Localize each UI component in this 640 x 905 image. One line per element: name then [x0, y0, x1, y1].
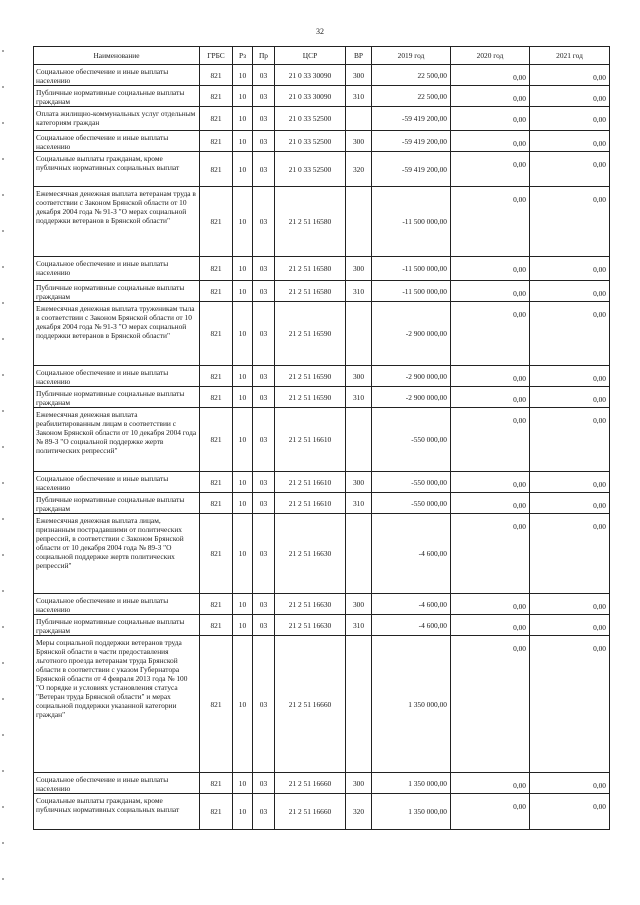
- cell-pr: 03: [253, 86, 275, 107]
- header-vr: ВР: [346, 47, 372, 65]
- cell-name: Меры социальной поддержки ветеранов труда Брянской области в части предоставления льготного проезда ветеранам труда Брянской области в соответствии с указом Губернатора Брянской области от 4 февраля 2013 года № 100 "О порядке и условиях установления статуса "Ветеран труда Брянской области" и мерах социальной поддержки указанной категории граждан": [34, 636, 200, 773]
- cell-csr: 21 2 51 16630: [275, 594, 346, 615]
- header-name: Наименование: [34, 47, 200, 65]
- cell-2020: 0,00: [451, 408, 530, 472]
- cell-grbs: 821: [200, 366, 233, 387]
- cell-vr: 310: [346, 615, 372, 636]
- margin-dot: [2, 374, 4, 376]
- cell-grbs: 821: [200, 794, 233, 830]
- cell-name: Ежемесячная денежная выплата ветеранам труда в соответствии с Законом Брянской области от 10 декабря 2004 года № 91-З "О мерах социальной поддержки ветеранов в Брянской области": [34, 187, 200, 257]
- cell-2021: 0,00: [530, 107, 610, 131]
- cell-grbs: 821: [200, 302, 233, 366]
- cell-2020: 0,00: [451, 472, 530, 493]
- margin-dot: [2, 122, 4, 124]
- cell-2019: 22 500,00: [372, 65, 451, 86]
- cell-grbs: 821: [200, 594, 233, 615]
- margin-dot: [2, 86, 4, 88]
- cell-grbs: 821: [200, 131, 233, 152]
- cell-pr: 03: [253, 514, 275, 594]
- cell-name: Социальное обеспечение и иные выплаты населению: [34, 773, 200, 794]
- table-row: [34, 636, 610, 773]
- header-rz: Рз: [233, 47, 253, 65]
- cell-vr: 320: [346, 794, 372, 830]
- cell-2019: -11 500 000,00: [372, 281, 451, 302]
- binding-margin-dots: [2, 40, 6, 900]
- cell-pr: 03: [253, 281, 275, 302]
- cell-grbs: 821: [200, 615, 233, 636]
- margin-dot: [2, 158, 4, 160]
- margin-dot: [2, 878, 4, 880]
- cell-vr: 300: [346, 65, 372, 86]
- cell-csr: 21 2 51 16610: [275, 408, 346, 472]
- cell-2019: -550 000,00: [372, 493, 451, 514]
- cell-2019: -4 600,00: [372, 514, 451, 594]
- cell-grbs: 821: [200, 107, 233, 131]
- cell-2021: 0,00: [530, 152, 610, 187]
- cell-grbs: 821: [200, 636, 233, 773]
- header-pr: Пр: [253, 47, 275, 65]
- cell-2021: 0,00: [530, 615, 610, 636]
- cell-2019: -550 000,00: [372, 408, 451, 472]
- cell-pr: 03: [253, 493, 275, 514]
- margin-dot: [2, 446, 4, 448]
- header-2021: 2021 год: [530, 47, 610, 65]
- cell-rz: 10: [233, 86, 253, 107]
- cell-pr: 03: [253, 636, 275, 773]
- cell-name: Социальное обеспечение и иные выплаты населению: [34, 131, 200, 152]
- cell-csr: 21 0 33 52500: [275, 131, 346, 152]
- cell-name: Социальное обеспечение и иные выплаты населению: [34, 65, 200, 86]
- cell-2021: 0,00: [530, 493, 610, 514]
- table-row: [34, 152, 610, 187]
- cell-2019: -59 419 200,00: [372, 131, 451, 152]
- table-row: [34, 257, 610, 281]
- cell-2021: 0,00: [530, 773, 610, 794]
- cell-2021: 0,00: [530, 86, 610, 107]
- cell-csr: 21 2 51 16590: [275, 302, 346, 366]
- cell-csr: 21 2 51 16610: [275, 472, 346, 493]
- cell-2021: 0,00: [530, 281, 610, 302]
- table-row: [34, 773, 610, 794]
- margin-dot: [2, 554, 4, 556]
- cell-name: Публичные нормативные социальные выплаты гражданам: [34, 615, 200, 636]
- cell-rz: 10: [233, 152, 253, 187]
- cell-2019: -2 900 000,00: [372, 366, 451, 387]
- margin-dot: [2, 338, 4, 340]
- table-row: [34, 387, 610, 408]
- cell-csr: 21 2 51 16660: [275, 773, 346, 794]
- margin-dot: [2, 230, 4, 232]
- cell-rz: 10: [233, 366, 253, 387]
- margin-dot: [2, 698, 4, 700]
- cell-name: Ежемесячная денежная выплата лицам, признанным пострадавшими от политических репрессий, в соответствии с Законом Брянской области от 10 декабря 2004 года № 89-З "О социальной поддержке жертв политических репрессий": [34, 514, 200, 594]
- cell-name: Социальное обеспечение и иные выплаты населению: [34, 366, 200, 387]
- cell-grbs: 821: [200, 514, 233, 594]
- cell-csr: 21 2 51 16660: [275, 794, 346, 830]
- header-2019: 2019 год: [372, 47, 451, 65]
- cell-rz: 10: [233, 472, 253, 493]
- cell-2020: 0,00: [451, 107, 530, 131]
- cell-2019: 22 500,00: [372, 86, 451, 107]
- margin-dot: [2, 806, 4, 808]
- cell-2019: 1 350 000,00: [372, 773, 451, 794]
- cell-rz: 10: [233, 615, 253, 636]
- cell-2021: 0,00: [530, 187, 610, 257]
- cell-name: Публичные нормативные социальные выплаты гражданам: [34, 493, 200, 514]
- table-row: [34, 794, 610, 830]
- cell-vr: 300: [346, 131, 372, 152]
- margin-dot: [2, 302, 4, 304]
- cell-grbs: 821: [200, 257, 233, 281]
- table-row: [34, 366, 610, 387]
- cell-2019: 1 350 000,00: [372, 636, 451, 773]
- cell-pr: 03: [253, 794, 275, 830]
- cell-vr: 300: [346, 594, 372, 615]
- cell-vr: 300: [346, 257, 372, 281]
- cell-csr: 21 2 51 16610: [275, 493, 346, 514]
- cell-2019: -550 000,00: [372, 472, 451, 493]
- cell-2020: 0,00: [451, 514, 530, 594]
- cell-2019: -59 419 200,00: [372, 152, 451, 187]
- cell-2019: -2 900 000,00: [372, 302, 451, 366]
- cell-2021: 0,00: [530, 794, 610, 830]
- cell-pr: 03: [253, 302, 275, 366]
- margin-dot: [2, 266, 4, 268]
- cell-name: Ежемесячная денежная выплата реабилитированным лицам в соответствии с Законом Брянской области от 10 декабря 2004 года № 89-З "О социальной поддержке жертв политических репрессий": [34, 408, 200, 472]
- cell-rz: 10: [233, 773, 253, 794]
- cell-2020: 0,00: [451, 152, 530, 187]
- header-csr: ЦСР: [275, 47, 346, 65]
- margin-dot: [2, 482, 4, 484]
- cell-2020: 0,00: [451, 794, 530, 830]
- cell-pr: 03: [253, 366, 275, 387]
- cell-pr: 03: [253, 65, 275, 86]
- table-row: [34, 281, 610, 302]
- cell-2021: 0,00: [530, 387, 610, 408]
- margin-dot: [2, 410, 4, 412]
- cell-name: Публичные нормативные социальные выплаты гражданам: [34, 281, 200, 302]
- cell-2021: 0,00: [530, 131, 610, 152]
- cell-vr: [346, 302, 372, 366]
- cell-2021: 0,00: [530, 514, 610, 594]
- cell-pr: 03: [253, 187, 275, 257]
- cell-2020: 0,00: [451, 281, 530, 302]
- cell-csr: 21 0 33 30090: [275, 65, 346, 86]
- cell-pr: 03: [253, 107, 275, 131]
- margin-dot: [2, 518, 4, 520]
- cell-2021: 0,00: [530, 408, 610, 472]
- cell-csr: 21 2 51 16590: [275, 366, 346, 387]
- cell-rz: 10: [233, 107, 253, 131]
- cell-2021: 0,00: [530, 302, 610, 366]
- cell-name: Социальное обеспечение и иные выплаты населению: [34, 472, 200, 493]
- cell-rz: 10: [233, 65, 253, 86]
- cell-vr: 300: [346, 366, 372, 387]
- cell-rz: 10: [233, 636, 253, 773]
- cell-grbs: 821: [200, 493, 233, 514]
- cell-grbs: 821: [200, 408, 233, 472]
- cell-vr: [346, 514, 372, 594]
- cell-pr: 03: [253, 594, 275, 615]
- table-header-row: [34, 47, 610, 65]
- cell-name: Социальные выплаты гражданам, кроме публичных нормативных социальных выплат: [34, 152, 200, 187]
- cell-vr: 320: [346, 152, 372, 187]
- cell-pr: 03: [253, 257, 275, 281]
- cell-2021: 0,00: [530, 366, 610, 387]
- page-number: 32: [316, 27, 324, 36]
- table-row: [34, 107, 610, 131]
- cell-2021: 0,00: [530, 257, 610, 281]
- margin-dot: [2, 626, 4, 628]
- cell-vr: [346, 408, 372, 472]
- cell-csr: 21 2 51 16660: [275, 636, 346, 773]
- margin-dot: [2, 50, 4, 52]
- cell-csr: 21 0 33 52500: [275, 107, 346, 131]
- cell-vr: 310: [346, 387, 372, 408]
- table-row: [34, 131, 610, 152]
- cell-rz: 10: [233, 794, 253, 830]
- cell-rz: 10: [233, 187, 253, 257]
- cell-2019: -59 419 200,00: [372, 107, 451, 131]
- table-row: [34, 302, 610, 366]
- cell-csr: 21 2 51 16580: [275, 257, 346, 281]
- margin-dot: [2, 842, 4, 844]
- cell-name: Публичные нормативные социальные выплаты гражданам: [34, 86, 200, 107]
- margin-dot: [2, 194, 4, 196]
- cell-pr: 03: [253, 615, 275, 636]
- cell-vr: [346, 187, 372, 257]
- cell-csr: 21 2 51 16590: [275, 387, 346, 408]
- cell-rz: 10: [233, 131, 253, 152]
- table-row: [34, 472, 610, 493]
- cell-name: Оплата жилищно-коммунальных услуг отдельным категориям граждан: [34, 107, 200, 131]
- cell-rz: 10: [233, 281, 253, 302]
- cell-2020: 0,00: [451, 773, 530, 794]
- cell-vr: 300: [346, 773, 372, 794]
- cell-pr: 03: [253, 408, 275, 472]
- cell-grbs: 821: [200, 187, 233, 257]
- margin-dot: [2, 590, 4, 592]
- cell-2020: 0,00: [451, 257, 530, 281]
- cell-2021: 0,00: [530, 65, 610, 86]
- cell-rz: 10: [233, 257, 253, 281]
- cell-pr: 03: [253, 773, 275, 794]
- cell-2021: 0,00: [530, 594, 610, 615]
- cell-pr: 03: [253, 472, 275, 493]
- cell-2020: 0,00: [451, 366, 530, 387]
- cell-2019: -11 500 000,00: [372, 257, 451, 281]
- table-row: [34, 594, 610, 615]
- table-row: [34, 65, 610, 86]
- table-body: [34, 65, 610, 830]
- cell-2021: 0,00: [530, 472, 610, 493]
- cell-vr: [346, 636, 372, 773]
- cell-2020: 0,00: [451, 302, 530, 366]
- cell-rz: 10: [233, 594, 253, 615]
- budget-table: [33, 46, 610, 830]
- table-row: [34, 408, 610, 472]
- cell-2020: 0,00: [451, 387, 530, 408]
- cell-2020: 0,00: [451, 187, 530, 257]
- table-row: [34, 86, 610, 107]
- cell-name: Социальное обеспечение и иные выплаты населению: [34, 257, 200, 281]
- cell-csr: 21 0 33 52500: [275, 152, 346, 187]
- cell-2019: -4 600,00: [372, 594, 451, 615]
- cell-name: Социальное обеспечение и иные выплаты населению: [34, 594, 200, 615]
- margin-dot: [2, 662, 4, 664]
- cell-vr: [346, 107, 372, 131]
- cell-2020: 0,00: [451, 615, 530, 636]
- cell-2019: -2 900 000,00: [372, 387, 451, 408]
- cell-2020: 0,00: [451, 131, 530, 152]
- table-row: [34, 615, 610, 636]
- header-2020: 2020 год: [451, 47, 530, 65]
- cell-grbs: 821: [200, 86, 233, 107]
- cell-grbs: 821: [200, 472, 233, 493]
- cell-rz: 10: [233, 408, 253, 472]
- cell-2020: 0,00: [451, 636, 530, 773]
- cell-rz: 10: [233, 493, 253, 514]
- cell-2020: 0,00: [451, 86, 530, 107]
- cell-grbs: 821: [200, 65, 233, 86]
- cell-pr: 03: [253, 131, 275, 152]
- margin-dot: [2, 770, 4, 772]
- cell-name: Публичные нормативные социальные выплаты гражданам: [34, 387, 200, 408]
- cell-vr: 310: [346, 86, 372, 107]
- table-row: [34, 514, 610, 594]
- cell-2020: 0,00: [451, 65, 530, 86]
- cell-rz: 10: [233, 514, 253, 594]
- cell-pr: 03: [253, 387, 275, 408]
- cell-pr: 03: [253, 152, 275, 187]
- cell-name: Социальные выплаты гражданам, кроме публичных нормативных социальных выплат: [34, 794, 200, 830]
- cell-name: Ежемесячная денежная выплата труженикам тыла в соответствии с Законом Брянской области от 10 декабря 2004 года № 91-З "О мерах социальной поддержки ветеранов в Брянской области": [34, 302, 200, 366]
- cell-rz: 10: [233, 387, 253, 408]
- table-row: [34, 187, 610, 257]
- cell-csr: 21 2 51 16630: [275, 514, 346, 594]
- margin-dot: [2, 734, 4, 736]
- cell-vr: 310: [346, 281, 372, 302]
- cell-rz: 10: [233, 302, 253, 366]
- cell-grbs: 821: [200, 281, 233, 302]
- cell-vr: 300: [346, 472, 372, 493]
- cell-csr: 21 2 51 16630: [275, 615, 346, 636]
- cell-2020: 0,00: [451, 493, 530, 514]
- cell-grbs: 821: [200, 152, 233, 187]
- cell-csr: 21 0 33 30090: [275, 86, 346, 107]
- cell-2019: -4 600,00: [372, 615, 451, 636]
- cell-2019: 1 350 000,00: [372, 794, 451, 830]
- cell-2020: 0,00: [451, 594, 530, 615]
- cell-csr: 21 2 51 16580: [275, 187, 346, 257]
- cell-2021: 0,00: [530, 636, 610, 773]
- header-grbs: ГРБС: [200, 47, 233, 65]
- cell-csr: 21 2 51 16580: [275, 281, 346, 302]
- cell-2019: -11 500 000,00: [372, 187, 451, 257]
- table-row: [34, 493, 610, 514]
- cell-grbs: 821: [200, 773, 233, 794]
- cell-vr: 310: [346, 493, 372, 514]
- cell-grbs: 821: [200, 387, 233, 408]
